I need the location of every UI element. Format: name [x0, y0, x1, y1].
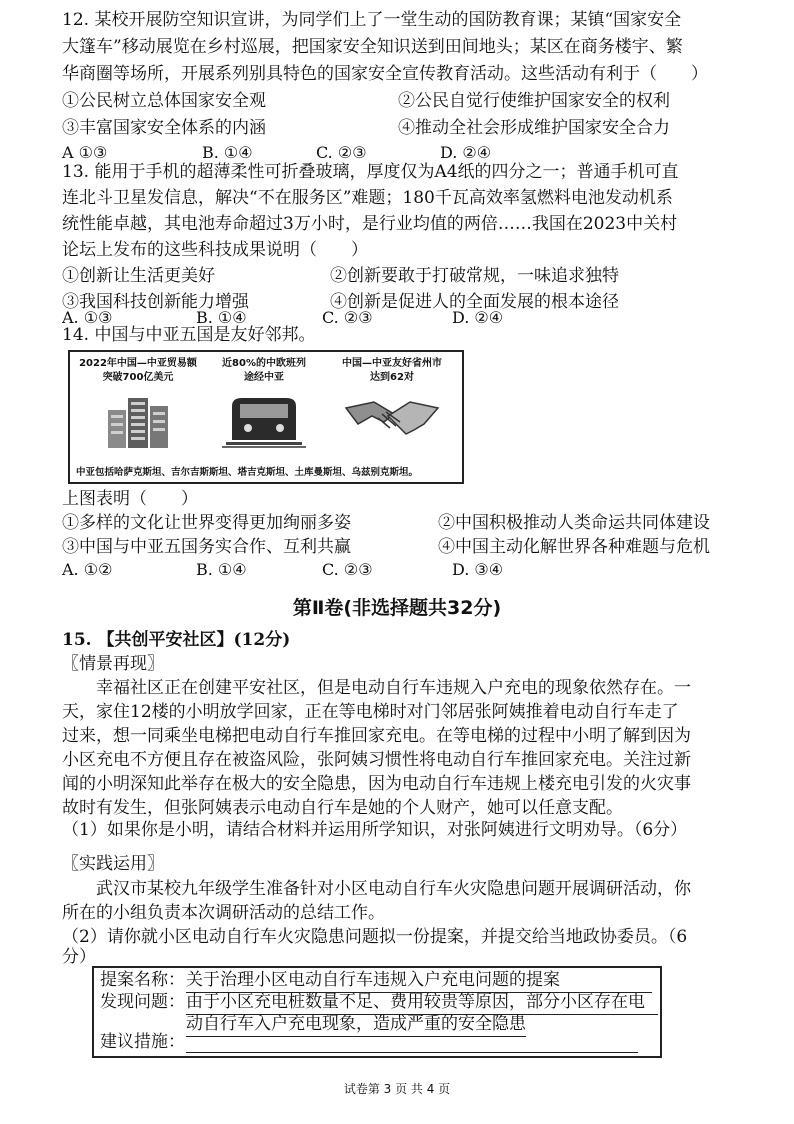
q13-statement-3: ③我国科技创新能力增强: [62, 292, 249, 312]
q14-statement-2: ②中国积极推动人类命运共同体建设: [438, 513, 710, 533]
q15-practice-line-1: 武汉市某校九年级学生准备针对小区电动自行车火灾隐患问题开展调研活动，你: [96, 879, 691, 899]
fig-caption-cities: [326, 357, 458, 385]
q12-statement-1: ①公民树立总体国家安全观: [62, 91, 266, 111]
q13-stem-line-4: 论坛上发布的这些科技成果说明（ ）: [62, 240, 368, 260]
proposal-measures-label: 建议措施：: [100, 1032, 185, 1052]
q13-choice-d[interactable]: D. ②④: [452, 308, 504, 327]
q13-statement-1: ①创新让生活更美好: [62, 266, 215, 286]
train-icon: [222, 392, 306, 450]
page-footer: 试卷第 3 页 共 4 页: [343, 1082, 451, 1096]
q12-statement-3: ③丰富国家安全体系的内涵: [62, 118, 266, 138]
q15-practice-line-2: 所在的小组负责本次调研活动的总结工作。: [62, 903, 385, 923]
q12-stem-line-3: 华商圈等场所，开展系列别具特色的国家安全宣传教育活动。这些活动有利于（ ）: [62, 64, 708, 84]
q14-statement-1: ①多样的文化让世界变得更加绚丽多姿: [62, 513, 351, 533]
fig-caption-trade: [74, 357, 202, 385]
q13-choice-c[interactable]: C. ②③: [322, 308, 373, 327]
q15-scene-line-5: 闻的小明深知此举存在极大的安全隐患，因为电动自行车违规上楼充电引发的火灾事: [62, 774, 691, 794]
fig-caption-trains-line-2: 途经中亚: [244, 372, 284, 383]
q12-choice-d[interactable]: D. ②④: [440, 143, 492, 162]
q14-stem: 14. 中国与中亚五国是友好邻邦。: [62, 325, 316, 345]
fig-caption-trains: [204, 357, 324, 385]
fig-caption-cities-line-2: 达到62对: [370, 372, 414, 383]
q15-scene-line-6: 故时有发生，但张阿姨表示电动自行车是她的个人财产，她可以任意支配。: [62, 798, 623, 818]
proposal-measures-field[interactable]: [186, 1030, 638, 1053]
fig-caption-trade-line-2: 突破700亿美元: [102, 372, 174, 383]
proposal-name-label: 提案名称：: [100, 970, 185, 990]
q14-statement-4: ④中国主动化解世界各种难题与危机: [438, 537, 710, 557]
q15-scene-line-4: 小区充电不方便且存在被盗风险，张阿姨习惯性将电动自行车推回家充电。关注过新: [62, 750, 691, 770]
q14-choice-a[interactable]: A. ①②: [62, 560, 113, 579]
q12-stem-line-2: 大篷车”移动展览在乡村巡展，把国家安全知识送到田间地头；某区在商务楼宇、繁: [62, 37, 683, 57]
proposal-name-field[interactable]: 关于治理小区电动自行车违规入户充电问题的提案: [186, 968, 652, 993]
q14-statement-3: ③中国与中亚五国务实合作、互利共赢: [62, 537, 351, 557]
q14-choice-d[interactable]: D. ③④: [452, 560, 504, 579]
q15-title: 15. 【共创平安社区】(12分): [62, 630, 291, 650]
q12-statement-4: ④推动全社会形成维护国家安全合力: [398, 118, 670, 138]
q15-scene-line-2: 天，家住12楼的小明放学回家，正在等电梯时对门邻居张阿姨推着电动自行车走了: [62, 702, 679, 722]
section-2-title: 第Ⅱ卷(非选择题共32分): [292, 597, 502, 619]
fig-caption-trade-line-1: 2022年中国—中亚贸易额: [79, 358, 197, 369]
q15-practice-label: 〖实践运用〗: [62, 854, 164, 874]
q15-subquestion-2-cont: 分）: [62, 947, 96, 967]
q14-prompt: 上图表明（ ）: [62, 489, 198, 509]
q15-scene-label: 〖情景再现〗: [62, 654, 164, 674]
q15-scene-line-1: 幸福社区正在创建平安社区，但是电动自行车违规入户充电的现象依然存在。一: [96, 678, 691, 698]
fig-caption-cities-line-1: 中国—中亚友好省州市: [342, 358, 442, 369]
proposal-issue-field-line-1[interactable]: 由于小区充电桩数量不足、费用较贵等原因，部分小区存在电: [186, 990, 658, 1015]
q13-stem-line-3: 统性能卓越，其电池寿命超过3万小时，是行业均值的两倍……我国在2023中关村: [62, 214, 678, 234]
q14-infographic: [68, 350, 464, 484]
q13-choice-b[interactable]: B. ①④: [196, 308, 247, 327]
proposal-form: [92, 966, 662, 1058]
q15-subquestion-1: （1）如果你是小明，请结合材料并运用所学知识，对张阿姨进行文明劝导。（6分）: [62, 820, 688, 840]
fig-caption-trains-line-1: 近80%的中欧班列: [222, 358, 306, 369]
handshake-icon: [344, 394, 440, 448]
fig-footnote: 中亚包括哈萨克斯坦、吉尔吉斯斯坦、塔吉克斯坦、土库曼斯坦、乌兹别克斯坦。: [76, 467, 419, 478]
q13-choice-a[interactable]: A. ①③: [62, 308, 113, 327]
q12-choice-a[interactable]: A ①③: [62, 143, 108, 162]
q14-choice-b[interactable]: B. ①④: [196, 560, 247, 579]
q13-stem-line-2: 连北斗卫星发信息，解决“不在服务区”难题；180千瓦高效率氢燃料电池发动机系: [62, 188, 673, 208]
proposal-issue-label: 发现问题：: [100, 992, 185, 1012]
q14-choice-c[interactable]: C. ②③: [322, 560, 373, 579]
q12-statement-2: ②公民自觉行使维护国家安全的权利: [398, 91, 670, 111]
q13-statement-2: ②创新要敢于打破常规，一味追求独特: [330, 266, 619, 286]
q13-statement-4: ④创新是促进人的全面发展的根本途径: [330, 292, 619, 312]
q15-subquestion-2: （2）请你就小区电动自行车火灾隐患问题拟一份提案，并提交给当地政协委员。（6: [62, 927, 688, 947]
q12-choice-b[interactable]: B. ①④: [202, 143, 253, 162]
q15-scene-line-3: 过来，想一同乘坐电梯把电动自行车推回家充电。在等电梯的过程中小明了解到因为: [62, 726, 691, 746]
proposal-issue-field-line-2[interactable]: 动自行车入户充电现象，造成严重的安全隐患: [186, 1012, 526, 1037]
q13-stem-line-1: 13. 能用于手机的超薄柔性可折叠玻璃，厚度仅为A4纸的四分之一；普通手机可直: [62, 162, 679, 182]
q12-stem-line-1: 12. 某校开展防空知识宣讲，为同学们上了一堂生动的国防教育课；某镇“国家安全: [62, 10, 682, 30]
q12-choice-c[interactable]: C. ②③: [316, 143, 367, 162]
buildings-icon: [106, 390, 170, 450]
